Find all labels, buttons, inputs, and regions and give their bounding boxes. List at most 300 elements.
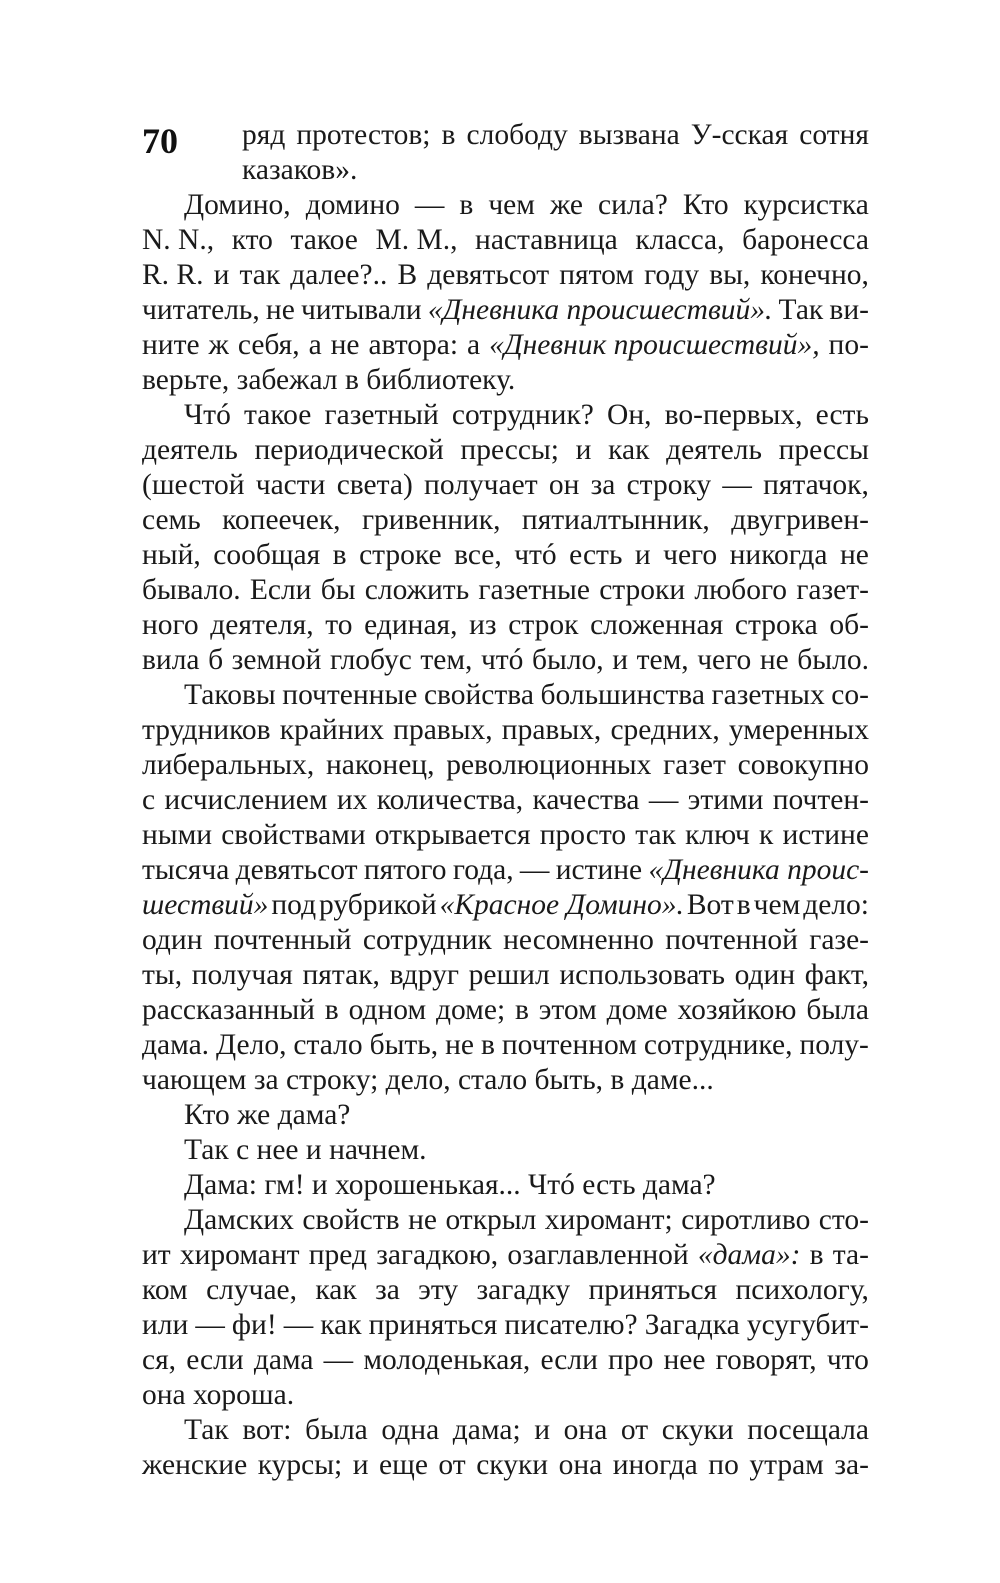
word: единая, [364,609,458,641]
word: Кто [682,189,729,221]
word: за [590,469,616,501]
word: один [734,959,796,991]
word: большинства [540,679,705,711]
word: ви- [829,294,869,326]
word: Так [184,1414,229,1446]
word: трудников [142,714,271,746]
word: пятачок, [763,469,869,501]
word: за [375,1274,400,1306]
text-line [142,1133,869,1168]
word: газетных [711,679,825,711]
word: свойствами [221,819,366,851]
text-line [142,433,869,468]
word: — [722,469,752,501]
word: ный, [142,539,201,571]
text-line [142,1098,869,1133]
word: деятель [666,434,762,466]
word: есть [815,399,869,431]
word: получая [191,959,293,991]
word: стало [293,1029,363,1061]
text-line [142,958,869,993]
word: просто [539,819,627,851]
word: и [534,1414,551,1446]
word: протестов; [296,119,431,151]
word: глобус [329,644,412,676]
word: за- [834,1449,869,1481]
word: загадку [476,1274,571,1306]
word: она [558,1449,603,1481]
word: прессы; [460,434,559,466]
word: — [648,784,679,816]
word: света) [336,469,413,501]
word: дама. [142,1029,210,1061]
word: вдруг [389,959,459,991]
word: Так [778,294,824,326]
text-line [142,783,869,818]
word: автора: [368,329,459,361]
word: так [239,259,281,291]
word: сто- [818,1204,869,1236]
word: чтó [480,644,524,676]
word: строк [508,609,579,641]
word: В [397,259,418,291]
word: количества, [376,784,524,816]
text-line [142,888,869,923]
text-line [142,678,869,713]
text-line [142,293,869,328]
word: полу- [799,1029,869,1061]
word: быть, [369,1029,439,1061]
word: R. R. [142,259,204,291]
word: никогда [729,539,828,571]
word: истине [782,819,869,851]
word: ты, [142,959,183,991]
text-line [142,1273,869,1308]
word: далее?.. [290,259,388,291]
word: сотруднике, [643,1029,793,1061]
word: этом [538,994,597,1026]
word: так [635,819,676,851]
word: части [255,469,326,501]
word: газетный [324,399,439,431]
word: чем [753,889,801,921]
word: та- [832,1239,869,1271]
word: Если [249,574,312,606]
word: почтенный [213,924,352,956]
word: как [315,1274,357,1306]
word: он [548,469,580,501]
word: и [575,434,592,466]
text-line [142,573,869,608]
word: совокупно [737,749,869,781]
word: их [336,784,368,816]
word: почтенные [282,679,418,711]
word: сиротливо [681,1204,811,1236]
word: случае, [206,1274,298,1306]
word: чем [488,189,535,221]
word: ком [142,1274,188,1306]
word: себя, [237,329,300,361]
word: вила [142,644,200,676]
word: не [839,539,869,571]
word: к [759,819,774,851]
word: в [459,189,474,221]
word: приняться [588,1274,718,1306]
text-line [142,1028,869,1063]
word: как [320,1309,362,1341]
text-line [142,223,869,258]
word: газет [663,749,726,781]
word: а [308,329,322,361]
word: под [271,889,317,921]
text-line [142,1203,869,1238]
word: и [612,644,629,676]
word: пред [308,1239,368,1271]
word: во-первых, [664,399,803,431]
word: дама [253,1344,314,1376]
word: пятом [559,259,634,291]
word: скуки [661,1414,734,1446]
word: вы, [709,259,751,291]
word: Домино, [184,189,291,221]
word: приняться [368,1309,498,1341]
word: пятого [363,854,447,886]
word: Загадка [644,1309,740,1341]
word: писателю? [504,1309,638,1341]
word: домино [305,189,400,221]
word: загадкою, [376,1239,499,1271]
word: и [213,259,230,291]
word: что [826,1344,869,1376]
text-line [142,538,869,573]
text-line [142,258,869,293]
text-line [142,1063,869,1098]
word: «Красное Домино». [439,889,684,921]
text-line [142,153,869,188]
word: чтó [514,539,557,571]
word: сложить [364,574,470,606]
word: семь [142,504,201,536]
word: почтенном [501,1029,637,1061]
word: если [540,1344,598,1376]
text-line [142,1168,869,1203]
word: а [467,329,481,361]
word: читатель, [142,294,260,326]
word: революционных [446,749,652,781]
word: двугривен- [731,504,869,536]
word: одном [348,994,427,1026]
text-line [142,853,869,888]
text-line [142,1448,869,1483]
word: она хороша. [142,1379,295,1411]
word: — [195,1309,225,1341]
word: этими [687,784,764,816]
text-line [142,328,869,363]
word: хиромант; [544,1204,673,1236]
word: Так с нее и начнем. [184,1134,427,1166]
text-line [142,1308,869,1343]
word: иногда [612,1449,698,1481]
text-line [142,608,869,643]
word: Дама: гм! и хорошенькая... Чтó есть дама? [184,1169,716,1201]
word: открывается [374,819,531,851]
text-line [142,118,869,153]
word: тем, [420,644,473,676]
word: одна [381,1414,440,1446]
word: женские [142,1449,248,1481]
word: посещала [747,1414,869,1446]
word: (шестой [142,469,245,501]
word: не [408,1204,437,1236]
word: газе- [809,924,869,956]
word: — [519,854,550,886]
word: — [323,1344,354,1376]
word: слободу [466,119,568,151]
word: ните [142,329,200,361]
word: про [608,1344,654,1376]
word: свойства [423,679,534,711]
word: девятьсот [427,259,550,291]
word: говорят, [715,1344,817,1376]
word: строка [734,609,818,641]
word: строки [599,574,686,606]
word: она [563,1414,608,1446]
word: доме [606,994,668,1026]
word: утрам [749,1449,824,1481]
word: «Дневника проис- [648,854,869,886]
word: казаков». [242,154,358,186]
word: то [325,609,353,641]
word: прессы [778,434,869,466]
word: была [806,994,869,1026]
word: в [332,539,347,571]
word: чающем за строку; дело, стало быть, в даме... [142,1064,714,1096]
word: нее [663,1344,706,1376]
word: сотрудник? [451,399,594,431]
word: в [736,889,751,921]
word: свойств [302,1204,400,1236]
text-line [142,713,869,748]
word: пятиалтынник, [521,504,710,536]
word: бывало. [142,574,241,606]
word: «Дневника происшествий». [427,294,773,326]
word: открыл [445,1204,537,1236]
word: Дамских [184,1204,294,1236]
word: ного [142,609,199,641]
text-line [142,1343,869,1378]
word: такое [243,399,312,431]
text-line [142,993,869,1028]
word: любого [694,574,788,606]
word: Чтó [184,399,231,431]
word: еще [379,1449,428,1481]
word: ключ [685,819,750,851]
text-line [142,923,869,958]
word: такое [290,224,358,256]
word: в [514,994,529,1026]
text-line [142,643,869,678]
word: шествий» [142,889,269,921]
word: ж [208,329,229,361]
word: ит [142,1239,171,1271]
word: строке [359,539,442,571]
word: по- [828,329,869,361]
word: была [305,1414,368,1446]
word: тем, [636,644,689,676]
word: по [708,1449,739,1481]
word: или [142,1309,189,1341]
word: наставница [475,224,618,256]
word: получает [424,469,538,501]
word: в [480,1029,495,1061]
word: Вот [686,889,734,921]
word: истине [555,854,643,886]
word: сила? [598,189,668,221]
word: хозяйкою [677,994,797,1026]
word: бы [320,574,356,606]
word: не [330,329,360,361]
word: чего [663,539,718,571]
word: вызвана [578,119,680,151]
word: сотня [799,119,869,151]
word: если [186,1344,244,1376]
word: Кто же дама? [184,1099,351,1131]
word: года, [452,854,514,886]
word: — [414,189,445,221]
word: исчислением [164,784,328,816]
text-line [142,503,869,538]
text-line [142,363,869,398]
word: не [759,644,789,676]
word: озаглавленной [507,1239,689,1271]
word: ряд [242,119,286,151]
word: N. N., [142,224,215,256]
text-line [142,1378,869,1413]
word: качества [532,784,640,816]
word: хиромант [179,1239,300,1271]
word: класса, [635,224,725,256]
word: б [208,644,224,676]
word: рассказанный [142,994,315,1026]
word: усугубит- [746,1309,869,1341]
word: использовать [559,959,725,991]
word: верьте, забежал в библиотеку. [142,364,516,396]
word: как [608,434,650,466]
word: сложенная [590,609,724,641]
word: не [265,294,295,326]
word: конечно, [760,259,869,291]
word: читывали [300,294,422,326]
word: вот: [242,1414,292,1446]
text-line [142,748,869,783]
word: было, [532,644,604,676]
word: правых, [501,714,602,746]
word: один [142,924,203,956]
word: наконец, [325,749,435,781]
word: молоденькая, [363,1344,531,1376]
word: газет- [796,574,869,606]
page-number: 70 [142,121,178,161]
word: чего [697,644,752,676]
word: средних, [610,714,720,746]
word: М. М., [375,224,458,256]
word: — [283,1309,314,1341]
word: от [620,1414,649,1446]
word: кто [231,224,273,256]
word: ся, [142,1344,177,1376]
word: сообщая [213,539,321,571]
word: сотрудник [362,924,492,956]
word: фи! [231,1309,277,1341]
word: Он, [607,399,652,431]
word: есть [569,539,623,571]
word: решил [468,959,550,991]
word: копеечек, [222,504,341,536]
word: гривенник, [361,504,501,536]
page-body [142,118,869,1483]
word: факт, [804,959,869,991]
word: со- [831,679,869,711]
word: в [809,1239,824,1271]
word: психологу, [735,1274,869,1306]
word: доме; [435,994,506,1026]
word: было. [797,644,869,676]
word: земной [231,644,322,676]
word: ными [142,819,213,851]
word: эту [418,1274,459,1306]
word: не [445,1029,474,1061]
word: «дама»: [697,1239,801,1271]
text-line [142,1413,869,1448]
word: либеральных, [142,749,315,781]
word: в [441,119,456,151]
word: тысяча [142,854,230,886]
text-line [142,818,869,853]
word: и [352,1449,369,1481]
word: пятак, [302,959,380,991]
word: от [438,1449,466,1481]
word: курсистка [743,189,869,221]
word: Таковы [184,679,276,711]
word: рубрикой [319,889,437,921]
word: почтен- [772,784,869,816]
word: девятьсот [235,854,358,886]
word: все, [454,539,502,571]
text-line [142,1238,869,1273]
word: в [324,994,339,1026]
word: умеренных [728,714,869,746]
word: году [644,259,700,291]
word: деятель [142,434,238,466]
word: и [634,539,651,571]
word: строку [626,469,712,501]
word: из [469,609,497,641]
word: с [142,784,156,816]
word: баронесса [742,224,869,256]
text-line [142,398,869,433]
word: же [549,189,584,221]
text-line [142,468,869,503]
word: крайних [279,714,385,746]
word: Дело, [216,1029,287,1061]
word: периодической [254,434,444,466]
word: скуки [476,1449,549,1481]
word: дело: [803,889,869,921]
word: почтенной [665,924,798,956]
word: дама; [452,1414,521,1446]
word: об- [829,609,869,641]
word: «Дневник происшествий», [489,329,820,361]
